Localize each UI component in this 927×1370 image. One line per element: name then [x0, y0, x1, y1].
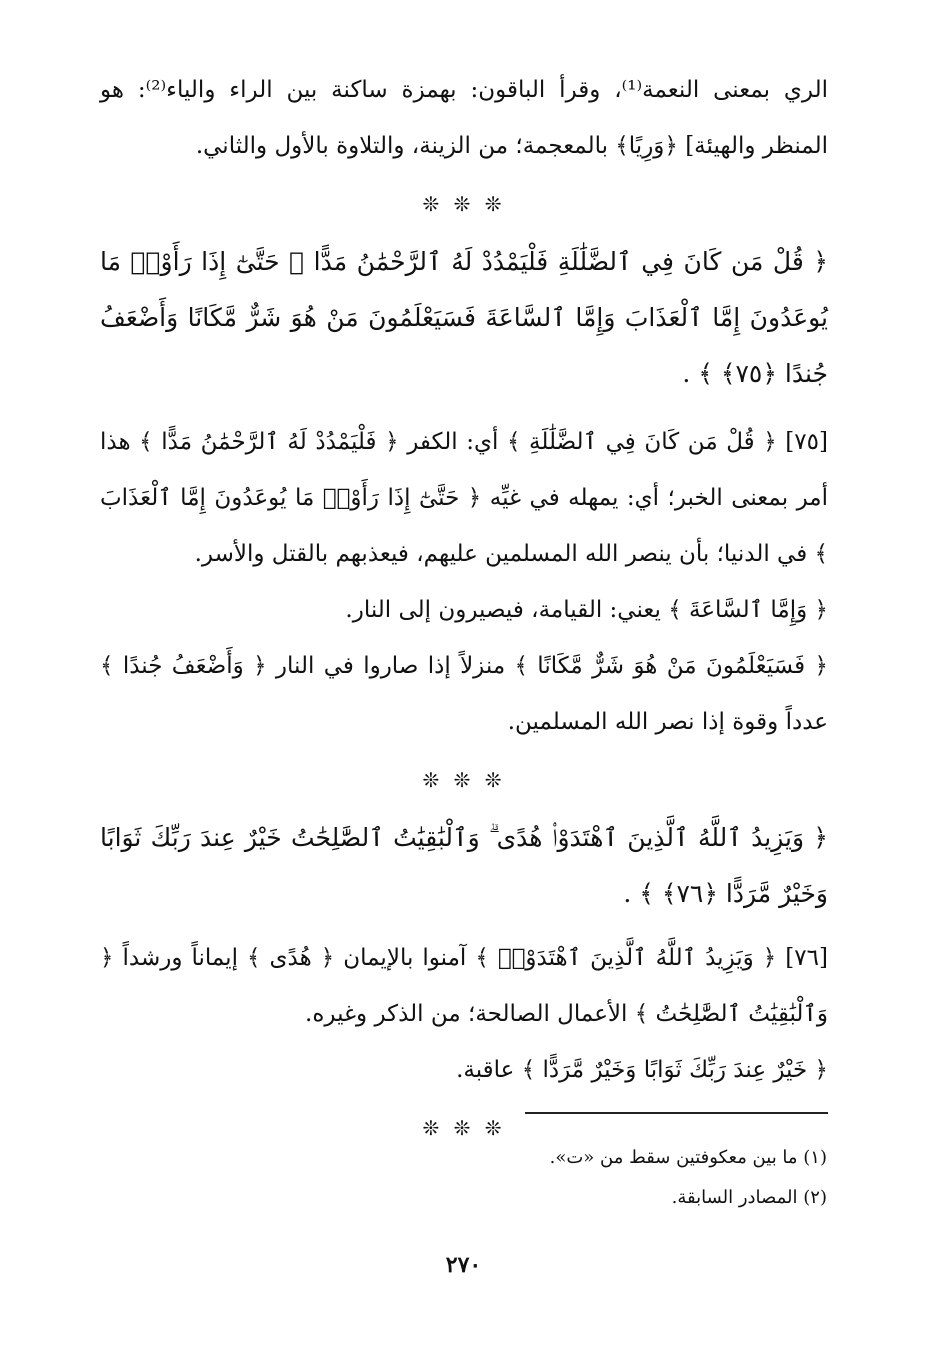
- tafsir-75-sa-a: ﴿ وَإِمَّا ٱلسَّاعَةَ ﴾ يعني: القيامة، فيصيرون إلى النار.: [345, 597, 828, 623]
- tafsir-75-main: [٧٥] ﴿ قُلْ مَن كَانَ فِي ٱلضَّلَٰلَةِ ﴾ أي: الكفر ﴿ فَلْيَمْدُدْ لَهُ ٱلرَّحْمَٰنُ مَدًّا ﴾ هذا أمر بمعنى الخبر؛ أي: يمهله في غيِّه ﴿ حَتَّىٰٓ إِذَا رَأَوْا۟ مَا يُوعَدُونَ إِمَّا ٱلْعَذَابَ ﴾ في الدنيا؛ بأن ينصر الله المسلمين عليهم، فيعذبهم بالقتل والأسر.: [100, 429, 828, 567]
- footnote-2: (٢) المصادر السابقة.: [671, 1187, 827, 1208]
- footnote-separator: [525, 1112, 828, 1114]
- section-divider: ❊ ❊ ❊: [422, 768, 506, 792]
- ayah-76: ﴿ وَيَزِيدُ ٱللَّهُ ٱلَّذِينَ ٱهْتَدَوْا۟ هُدًى ۗ وَٱلْبَٰقِيَٰتُ ٱلصَّٰلِحَٰتُ خَيْرٌ عِندَ رَبِّكَ ثَوَابًا وَخَيْرٌ مَّرَدًّا ﴿٧٦﴾ ﴾ .: [100, 823, 828, 908]
- tafsir-76-main: [٧٦] ﴿ وَيَزِيدُ ٱللَّهُ ٱلَّذِينَ ٱهْتَدَوْا۟ ﴾ آمنوا بالإيمان ﴿ هُدًى ﴾ إيماناً ورشداً ﴿ وَٱلْبَٰقِيَٰتُ ٱلصَّٰلِحَٰتُ ﴾ الأعمال الصالحة؛ من الذكر وغيره.: [100, 945, 828, 1027]
- tafsir-76-khair: ﴿ خَيْرٌ عِندَ رَبِّكَ ثَوَابًا وَخَيْرٌ مَّرَدًّا ﴾ عاقبة.: [456, 1057, 828, 1083]
- section-divider: ❊ ❊ ❊: [422, 192, 506, 216]
- page-body: [100, 62, 828, 1156]
- paragraph-intro: الري بمعنى النعمة⁽¹⁾، وقرأ الباقون: بهمزة ساكنة بين الراء والياء⁽²⁾: هو المنظر والهيئة] ﴿وَرِيًا﴾ بالمعجمة؛ من الزينة، والتلاوة بالأول والثاني.: [100, 77, 828, 159]
- page-number: ٢٧٠: [445, 1252, 482, 1278]
- footnote-1: (١) ما بين معكوفتين سقط من «ت».: [549, 1147, 827, 1168]
- tafsir-75-sayalamun: ﴿ فَسَيَعْلَمُونَ مَنْ هُوَ شَرٌّ مَّكَانًا ﴾ منزلاً إذا صاروا في النار ﴿ وَأَضْعَفُ جُندًا ﴾ عدداً وقوة إذا نصر الله المسلمين.: [100, 653, 828, 735]
- ayah-75: ﴿ قُلْ مَن كَانَ فِي ٱلضَّلَٰلَةِ فَلْيَمْدُدْ لَهُ ٱلرَّحْمَٰنُ مَدًّا ۚ حَتَّىٰٓ إِذَا رَأَوْا۟ مَا يُوعَدُونَ إِمَّا ٱلْعَذَابَ وَإِمَّا ٱلسَّاعَةَ فَسَيَعْلَمُونَ مَنْ هُوَ شَرٌّ مَّكَانًا وَأَضْعَفُ جُندًا ﴿٧٥﴾ ﴾ .: [100, 247, 828, 388]
- section-divider: ❊ ❊ ❊: [422, 1116, 506, 1140]
